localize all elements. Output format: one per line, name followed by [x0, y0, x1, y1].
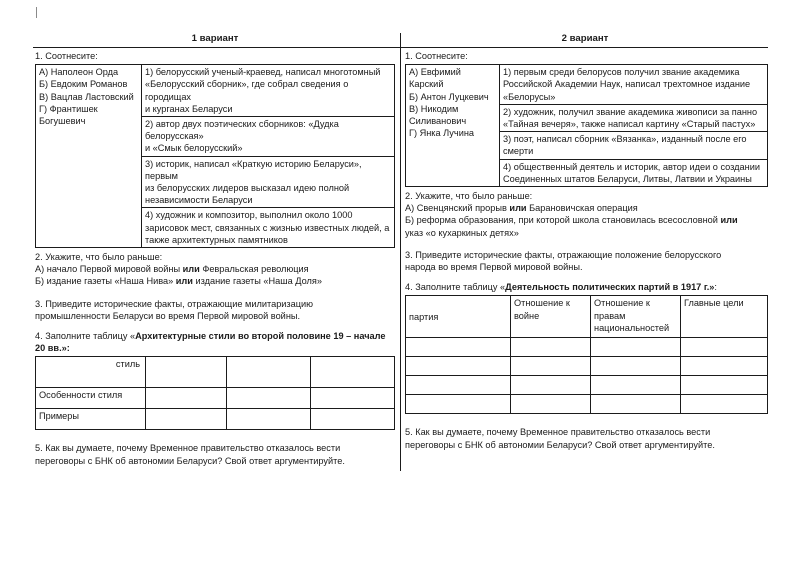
text-line: 5. Как вы думаете, почему Временное правительство отказалось вести: [35, 443, 341, 454]
text-line: 1) первым среди белорусов получил звание академика: [503, 67, 740, 78]
variant1-column: [35, 50, 395, 467]
page-artifact-mark: [36, 7, 37, 18]
text-line: независимости Беларуси: [145, 195, 253, 206]
task4-title: [405, 281, 768, 293]
spacer: [35, 288, 395, 298]
match-options-cell: [36, 65, 142, 248]
text-line: «Белорусы»: [503, 91, 556, 102]
empty-cell: [591, 395, 681, 414]
text-line: 3) поэт, написал сборник «Вязанка», изданный после его: [503, 134, 747, 145]
option-or-bold: или: [182, 264, 200, 275]
match-description-cell: [142, 156, 395, 208]
spacer: [405, 414, 768, 426]
match-option: А) Евфимий Карский: [409, 67, 461, 90]
text-line: зарисовок мест, связанных с жизнью известных людей, а: [145, 222, 390, 233]
task3-block: [405, 249, 768, 273]
row-label-cell: Примеры: [36, 409, 146, 430]
text-line: 3. Приведите исторические факты, отражающие положение белорусского: [405, 249, 722, 260]
task2-block: [405, 190, 768, 239]
match-option: Б) Антон Луцкевич: [409, 91, 489, 102]
title-bold: Архитектурные стили во второй половине 19 – начале: [135, 331, 386, 342]
task1-title: 1. Соотнесите:: [405, 51, 468, 61]
spacer: [35, 322, 395, 330]
table-row: [406, 338, 768, 357]
text-line: переговоры с БНК об автономии Беларуси? Свой ответ аргументируйте.: [405, 439, 715, 450]
task2-title: 2. Укажите, что было раньше:: [405, 191, 533, 202]
variant2-header: 2 вариант: [561, 33, 609, 44]
empty-cell: [406, 376, 511, 395]
option-or-bold: или: [720, 215, 738, 226]
match-description-cell: [500, 104, 768, 131]
option-text: Барановичская операция: [526, 203, 638, 214]
table-row: [406, 65, 768, 105]
task2-block: [35, 251, 395, 288]
task2-title: 2. Укажите, что было раньше:: [35, 252, 163, 263]
empty-cell: [146, 388, 227, 409]
table-row: [406, 395, 768, 414]
text-line: 2) художник, получил звание академика живописи за панно: [503, 106, 758, 117]
option-text: А) начало Первой мировой войны: [35, 264, 183, 275]
variant2-column: [405, 50, 768, 451]
text-line: и «Смык белорусский»: [145, 143, 243, 154]
empty-cell: [681, 338, 768, 357]
text-line: промышленности Беларуси во время Первой мировой войны.: [35, 310, 301, 321]
match-description-cell: [500, 65, 768, 105]
empty-cell: [406, 338, 511, 357]
header-cell: стиль: [36, 357, 146, 388]
option-or-bold: или: [509, 203, 527, 214]
task2-option-a: [35, 263, 395, 275]
empty-cell: [681, 395, 768, 414]
task5-block: [405, 426, 768, 450]
text-line: 2) автор двух поэтических сборников: «Дудка белорусская»: [145, 119, 339, 142]
text-line: Российской Академии Наук, написал трехтомное издание: [503, 79, 751, 90]
empty-cell: [591, 376, 681, 395]
option-text: Б) издание газеты «Наша Нива»: [35, 276, 176, 287]
empty-cell: [146, 357, 227, 388]
empty-cell: [511, 376, 591, 395]
task4-block: [35, 330, 395, 430]
match-description-cell: [142, 65, 395, 117]
text-line: 4) художник и композитор, выполнил около 1000: [145, 210, 353, 221]
task4-block: [405, 281, 768, 414]
match-option: Г) Франтишек Богушевич: [39, 103, 98, 127]
match-options-cell: [406, 65, 500, 187]
text-line: из белорусских лидеров высказал идею полной: [145, 183, 350, 194]
task4-title-line1: [35, 330, 395, 342]
table-row: [406, 357, 768, 376]
match-option: А) Наполеон Орда: [39, 67, 119, 78]
table-row: [36, 388, 395, 409]
empty-cell: [511, 357, 591, 376]
match-option: В) Никодим Силиванович: [409, 103, 467, 127]
match-description-cell: [142, 117, 395, 157]
spacer: [35, 430, 395, 442]
match-option: В) Вацлав Ластовский: [39, 91, 134, 102]
empty-cell: [406, 395, 511, 414]
text-line: 4) общественный деятель и историк, автор идеи о создании: [503, 161, 760, 172]
table-row: [36, 409, 395, 430]
match-option: Г) Янка Лучина: [409, 128, 475, 139]
title-text: :: [714, 282, 717, 293]
empty-cell: [591, 357, 681, 376]
task1-match-table: [35, 64, 395, 248]
text-line: также архитектурных памятников: [145, 234, 288, 245]
empty-cell: [406, 357, 511, 376]
task1-title: 1. Соотнесите:: [35, 51, 98, 61]
option-or-bold: или: [175, 276, 193, 287]
task2-option-a: [405, 202, 768, 214]
spacer: [405, 273, 768, 281]
task5-block: [35, 442, 395, 466]
variant1-header: 1 вариант: [191, 33, 239, 44]
title-bold: Деятельность политических партий в 1917 г.»: [505, 282, 715, 293]
text-line: «Тайная вечеря», также написал картину «Старый пастух»: [503, 119, 756, 130]
empty-cell: [311, 388, 395, 409]
text-line: народа во время Первой мировой войны.: [405, 262, 583, 273]
task2-option-b-line2: указ «о кухаркиных детях»: [405, 227, 519, 238]
text-line: 3) историк, написал «Краткую историю Беларуси», первым: [145, 158, 362, 181]
match-description-cell: [142, 208, 395, 248]
text-line: и курганах Беларуси: [145, 103, 233, 114]
option-text: Б) реформа образования, при которой школа становилась всесословной: [405, 215, 721, 226]
header-cell: Отношение к войне: [511, 296, 591, 338]
table-row: [36, 357, 395, 388]
text-line: «Белорусский сборник», где собрал сведения о городищах: [145, 79, 349, 102]
table-row: [406, 376, 768, 395]
empty-cell: [146, 409, 227, 430]
title-text: 4. Заполните таблицу «: [35, 331, 136, 342]
column-divider: [400, 33, 401, 471]
empty-cell: [681, 357, 768, 376]
task4-table: [405, 295, 768, 414]
empty-cell: [591, 338, 681, 357]
text-line: 5. Как вы думаете, почему Временное правительство отказалось вести: [405, 427, 711, 438]
text-line: смерти: [503, 146, 534, 157]
empty-cell: [511, 338, 591, 357]
task3-block: [35, 298, 395, 322]
task1-match-table: [405, 64, 768, 187]
option-text: издание газеты «Наша Доля»: [192, 276, 322, 287]
task2-option-b-line1: [405, 214, 768, 226]
empty-cell: [227, 357, 311, 388]
text-line: переговоры с БНК об автономии Беларуси? Свой ответ аргументируйте.: [35, 455, 345, 466]
empty-cell: [511, 395, 591, 414]
row-label-cell: Особенности стиля: [36, 388, 146, 409]
task4-table: [35, 356, 395, 430]
task2-option-b: [35, 275, 395, 287]
spacer: [405, 239, 768, 249]
empty-cell: [681, 376, 768, 395]
text-line: 3. Приведите исторические факты, отражающие милитаризацию: [35, 298, 314, 309]
task4-title-line2: 20 вв.»:: [35, 343, 70, 354]
table-row: [406, 296, 768, 338]
match-description-cell: [500, 132, 768, 159]
header-cell: партия: [406, 296, 511, 338]
empty-cell: [311, 357, 395, 388]
table-row: [36, 65, 395, 117]
match-description-cell: [500, 159, 768, 186]
text-line: Соединенных штатов Беларуси, Литвы, Латвии и Украины: [503, 173, 752, 184]
empty-cell: [227, 388, 311, 409]
text-line: 1) белорусский ученый-краевед, написал многотомный: [145, 67, 381, 78]
empty-cell: [311, 409, 395, 430]
empty-cell: [227, 409, 311, 430]
header-cell: Отношение к правам национальностей: [591, 296, 681, 338]
match-option: Б) Евдоким Романов: [39, 79, 128, 90]
header-cell: Главные цели: [681, 296, 768, 338]
option-text: А) Свенцянский прорыв: [405, 203, 510, 214]
option-text: Февральская революция: [199, 264, 309, 275]
title-text: 4. Заполните таблицу «: [405, 282, 506, 293]
